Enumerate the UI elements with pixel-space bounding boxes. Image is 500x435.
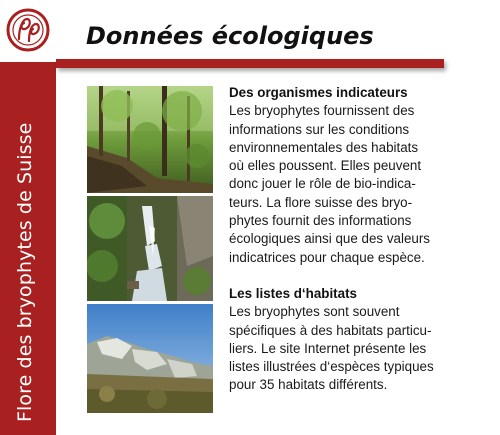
section-body (229, 102, 449, 267)
body-line: Les bryophytes sont souvent (229, 304, 400, 320)
content-column (229, 84, 449, 395)
waterfall-photo (87, 196, 213, 301)
sidebar (0, 0, 56, 435)
body-line: liers. Le site Internet présente les (229, 340, 427, 356)
swissbryophytes-logo-icon (5, 7, 51, 53)
body-line: écologiques ainsi que des valeurs (229, 231, 430, 247)
section-heading: Les listes d‘habitats (229, 285, 357, 301)
body-line: listes illustrées d‘espèces typiques (229, 359, 434, 375)
body-line: phytes fournit des informations (229, 213, 412, 229)
section-heading: Des organismes indicateurs (229, 85, 408, 100)
body-line: spécifiques à des habitats particu- (229, 322, 432, 338)
forest-image (87, 86, 213, 193)
page-title: Données écologiques (86, 22, 374, 50)
body-line: environnementales des habitats (229, 139, 419, 155)
body-line: pour 35 habitats différents. (229, 377, 388, 393)
body-line: indicatrices pour chaque espèce. (229, 249, 425, 265)
sidebar-title: Flore des bryophytes de Suisse (14, 122, 36, 422)
section-habitat-lists (229, 285, 449, 395)
body-line: où elles poussent. Elles peuvent (229, 158, 422, 174)
body-line: donc jouer le rôle de bio-indica- (229, 176, 416, 192)
rock-outcrop-image (87, 304, 213, 413)
body-line: teurs. La flore suisse des bryo- (229, 194, 413, 210)
logo-box (0, 0, 56, 62)
rocky-outcrop-photo (87, 304, 213, 413)
waterfall-image (87, 196, 213, 301)
forest-photo (87, 86, 213, 193)
section-body (229, 303, 449, 394)
section-indicator-organisms (229, 84, 449, 267)
header-divider (56, 59, 444, 68)
body-line: Les bryophytes fournissent des (229, 103, 415, 119)
body-line: informations sur les conditions (229, 121, 410, 137)
